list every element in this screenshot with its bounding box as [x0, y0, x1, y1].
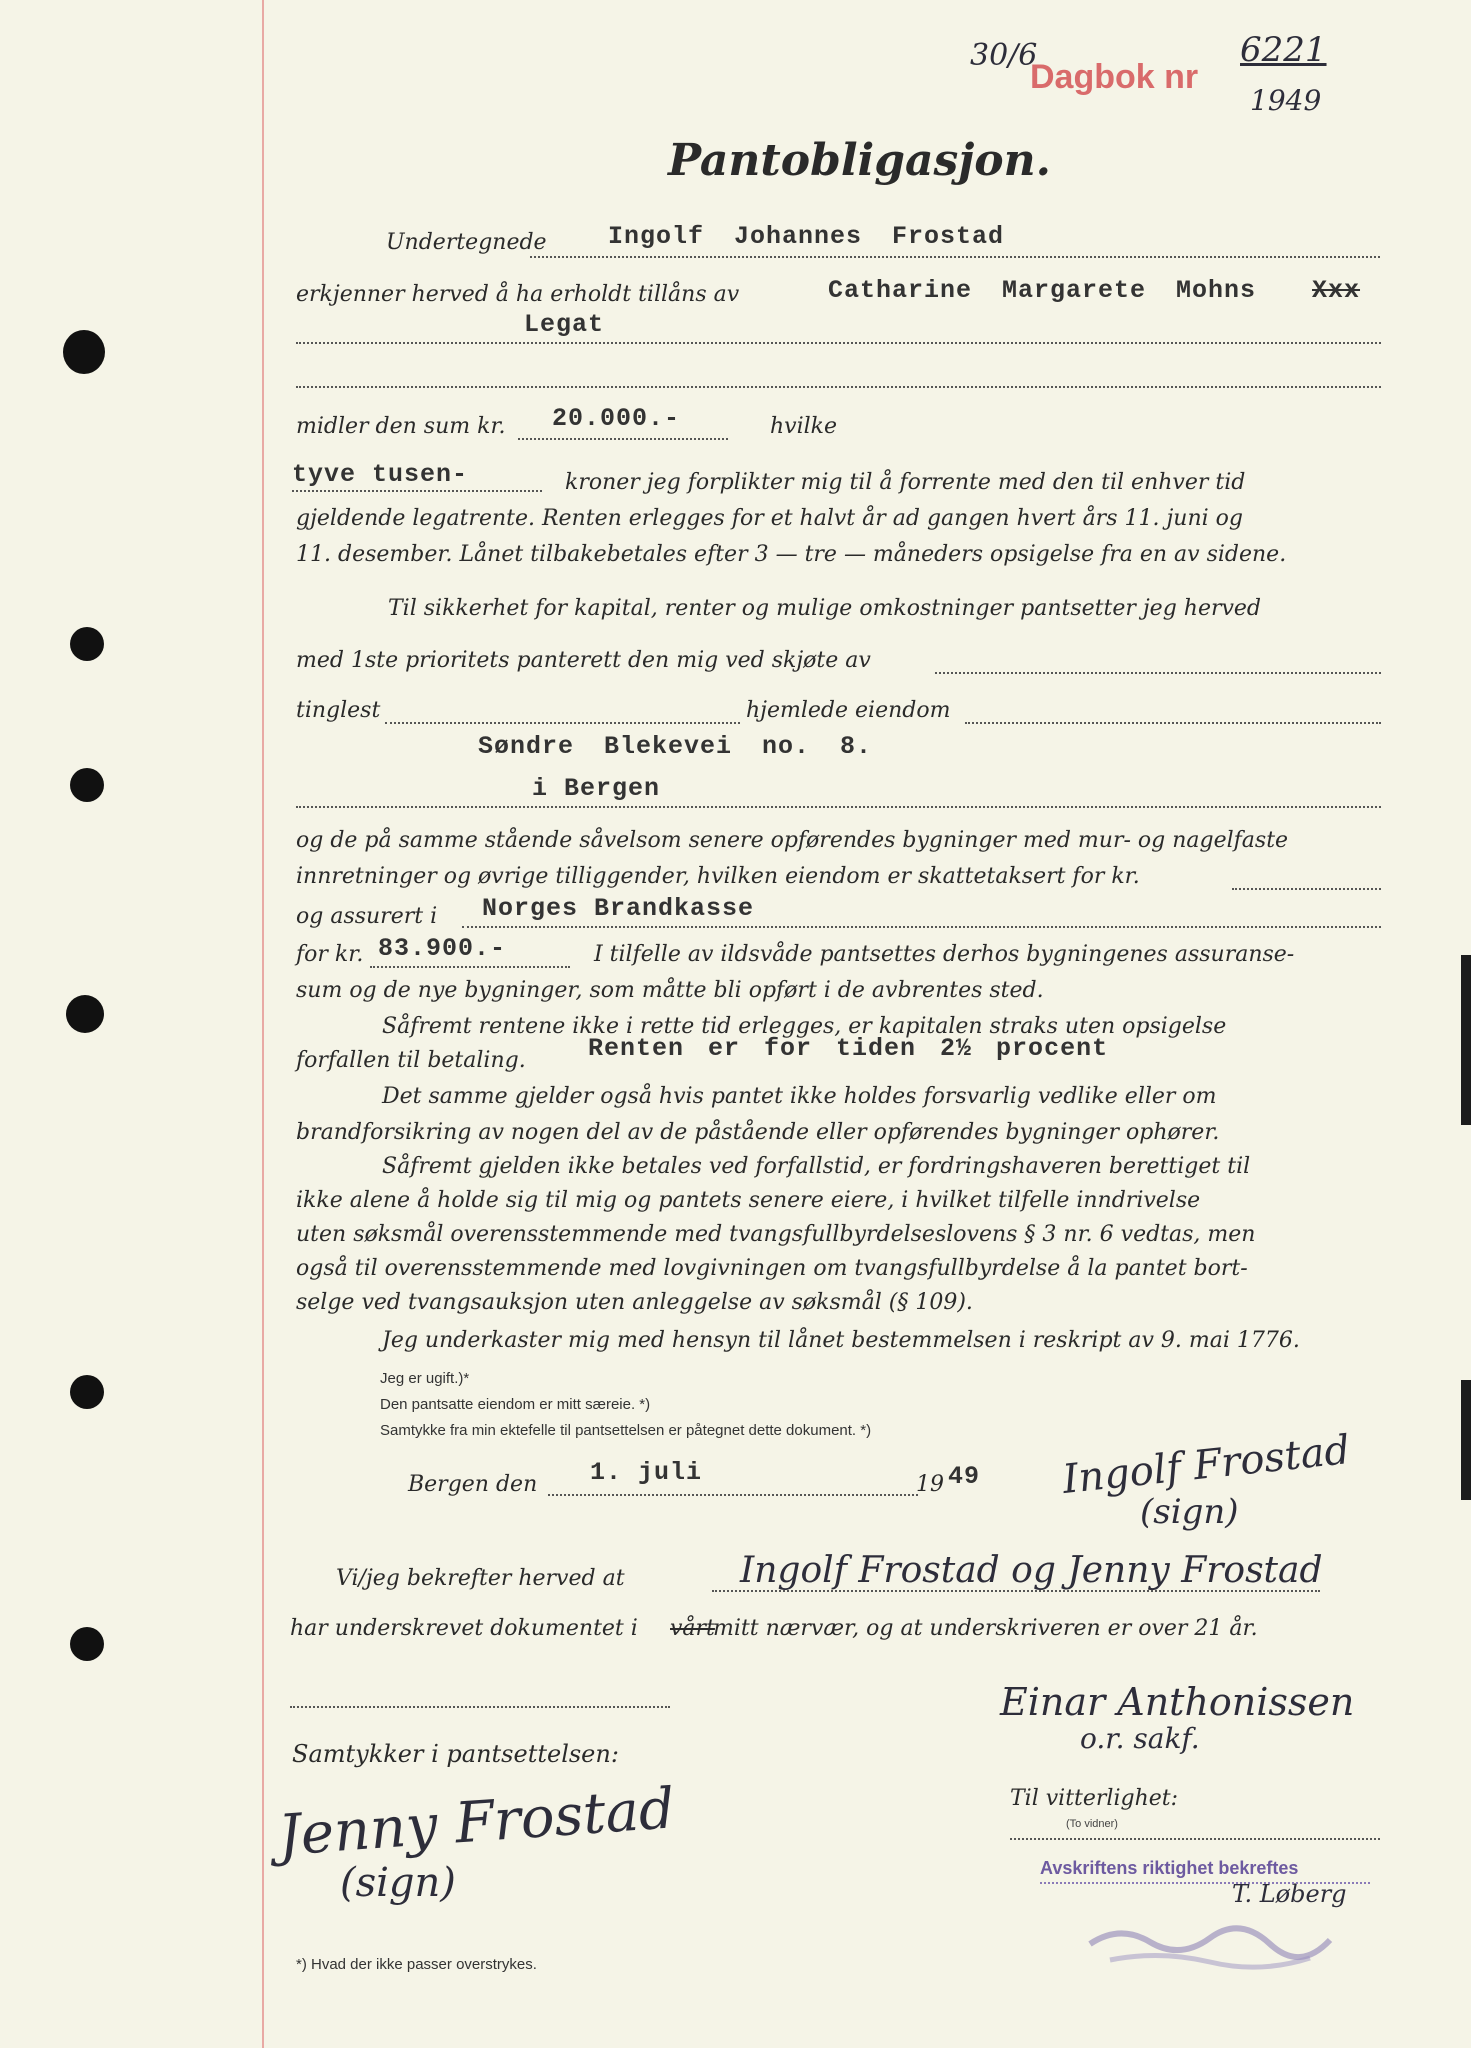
dagbok-stamp: Dagbok nr [1030, 58, 1199, 96]
text-line: Såfremt rentene ikke i rette tid erlegges, er kapitalen straks uten opsigelse [382, 1014, 1227, 1039]
witness-title: o.r. sakf. [1080, 1722, 1200, 1755]
vitterlighet-label: Til vitterlighet: [1010, 1786, 1179, 1811]
text-line: Såfremt gjelden ikke betales ved forfallstid, er fordringshaveren berettiget til [382, 1154, 1251, 1179]
spouse-signature-note: (sign) [340, 1860, 456, 1906]
text-line: med 1ste prioritets panterett den mig ved skjøte av [296, 648, 871, 673]
sum-in-words: tyve tusen- [292, 460, 469, 489]
text-line: har underskrevet dokumentet i [290, 1616, 638, 1641]
interest-rate: Renten er for tiden 2½ procent [588, 1034, 1109, 1063]
signing-year: 49 [948, 1462, 981, 1491]
punch-hole [70, 768, 104, 802]
option-line: Jeg er ugift.)* [380, 1370, 470, 1387]
text-line: uten søksmål overensstemmende med tvangsfullbyrdelseslovens § 3 nr. 6 vedtas, men [296, 1222, 1256, 1247]
text-line: og de på samme stående såvelsom senere opførendes bygninger med mur- og nagelfaste [296, 828, 1289, 853]
text-line: mitt nærvær, og at underskriveren er over 21 år. [713, 1616, 1258, 1641]
hjemlede-label: hjemlede eiendom [746, 698, 951, 723]
insured-value: 83.900.- [378, 934, 507, 963]
midler-label: midler den sum kr. [296, 414, 506, 439]
year-prefix: 19 [916, 1472, 944, 1497]
margin-line [262, 0, 264, 2048]
borrower-signature: Ingolf Frostad [1060, 1427, 1353, 1503]
loan-sum: 20.000.- [552, 404, 681, 433]
text-line: innretninger og øvrige tilliggender, hvilken eiendom er skattetaksert for kr. [296, 864, 1140, 889]
property-address: Søndre Blekevei no. 8. [478, 732, 873, 761]
text-line: brandforsikring av nogen del av de påstående eller opførendes bygninger ophører. [296, 1120, 1220, 1145]
text-line: I tilfelle av ildsvåde pantsettes derhos bygningenes assuranse- [594, 942, 1295, 967]
property-city: i Bergen [532, 774, 661, 803]
option-line: Samtykke fra min ektefelle til pantsettelsen er påtegnet dette dokument. *) [380, 1422, 872, 1439]
text-line: sum og de nye bygninger, som måtte bli opført i de avbrentes sted. [296, 978, 1044, 1003]
punch-hole [66, 995, 104, 1033]
stamp-signature: T. Løberg [1232, 1880, 1347, 1908]
document-title: Pantobligasjon. [668, 135, 1051, 186]
punch-hole [70, 1375, 104, 1409]
stamp-smudge [1080, 1914, 1340, 1974]
punch-hole [70, 627, 104, 661]
witnessed-names: Ingolf Frostad og Jenny Frostad [740, 1550, 1323, 1591]
tinglest-label: tinglest [296, 698, 381, 723]
undertegnede-label: Undertegnede [386, 230, 547, 255]
dagbok-number: 6221 [1240, 30, 1327, 70]
confirm-label: Vi/jeg bekrefter herved at [336, 1566, 625, 1591]
assurert-label: og assurert i [296, 904, 438, 929]
text-line: Jeg underkaster mig med hensyn til lånet bestemmelsen i reskript av 9. mai 1776. [382, 1328, 1300, 1353]
lender-name: Catharine Margarete Mohns [828, 276, 1257, 305]
for-kr-label: for kr. [296, 942, 364, 967]
spouse-signature: Jenny Frostad [276, 1776, 677, 1869]
text-line: Det samme gjelder også hvis pantet ikke holdes forsvarlig vedlike eller om [382, 1084, 1217, 1109]
punch-hole [70, 1627, 104, 1661]
text-line: kroner jeg forplikter mig til å forrente med den til enhver tid [565, 470, 1246, 495]
page-edge-mark [1461, 955, 1471, 1125]
bergen-label: Bergen den [408, 1472, 538, 1497]
signing-date: 1. juli [590, 1458, 703, 1487]
text-line: forfallen til betaling. [296, 1048, 526, 1073]
text-line: selge ved tvangsauksjon uten anleggelse av søksmål (§ 109). [296, 1290, 973, 1315]
punch-hole [63, 330, 105, 374]
struck-text: Xxx [1312, 276, 1361, 305]
text-line: ikke alene å holde sig til mig og pantets senere eiere, i hvilket tilfelle inndrivelse [296, 1188, 1201, 1213]
insurer: Norges Brandkasse [482, 894, 755, 923]
hvilke-label: hvilke [770, 414, 838, 439]
borrower-name: Ingolf Johannes Frostad [608, 222, 1005, 251]
to-vidner-label: (To vidner) [1066, 1818, 1118, 1830]
certification-stamp: Avskriftens riktighet bekreftes [1040, 1858, 1299, 1878]
signature-note: (sign) [1140, 1492, 1239, 1532]
struck-text: vårt [670, 1616, 715, 1641]
witness-signature: Einar Anthonissen [1000, 1680, 1355, 1724]
dagbok-year: 1949 [1250, 84, 1322, 117]
erkjenner-label: erkjenner herved å ha erholdt tillåns av [296, 282, 740, 307]
consent-label: Samtykker i pantsettelsen: [292, 1740, 619, 1768]
option-line: Den pantsatte eiendom er mitt særeie. *) [380, 1396, 651, 1413]
footnote: *) Hvad der ikke passer overstrykes. [296, 1956, 537, 1973]
lender-name-cont: Legat [524, 310, 605, 339]
received-date: 30/6 [970, 38, 1038, 73]
text-line: også til overensstemmende med lovgivningen om tvangsfullbyrdelse å la pantet bort- [296, 1256, 1248, 1281]
page-edge-mark [1461, 1380, 1471, 1500]
text-line: gjeldende legatrente. Renten erlegges for et halvt år ad gangen hvert års 11. juni og [296, 506, 1243, 531]
text-line: 11. desember. Lånet tilbakebetales efter 3 — tre — måneders opsigelse fra en av sidene. [296, 542, 1287, 567]
text-line: Til sikkerhet for kapital, renter og mulige omkostninger pantsetter jeg herved [388, 596, 1262, 621]
